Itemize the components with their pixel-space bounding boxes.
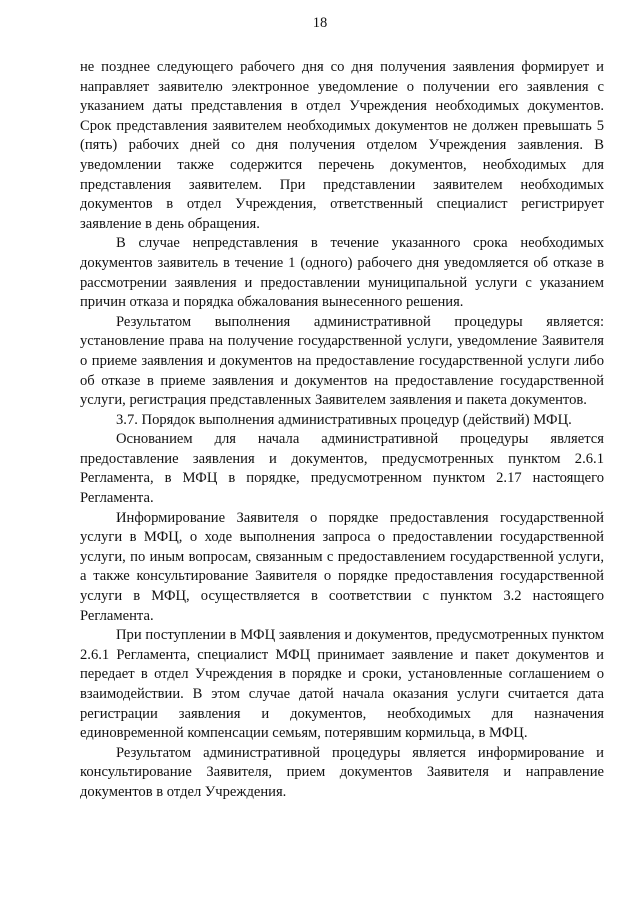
paragraph-informing: Информирование Заявителя о порядке предоставления государственной услуги в МФЦ, о ходе выполнения запроса о предоставлении государственной услуги, по иным вопросам, связанным с предоставлением государственной услуги, а также консультирование Заявителя о порядке предоставления государственной услуги в МФЦ, осуществляется в соответствии с пунктом 3.2 настоящего Регламента. <box>80 509 604 624</box>
page-number: 18 <box>312 15 328 31</box>
paragraph-refusal-notice: В случае непредставления в течение указанного срока необходимых документов заявитель в течение 1 (одного) рабочего дня уведомляется об отказе в рассмотрении заявления и предоставлении муниципальной услуги с указанием причин отказа и порядка обжалования вынесенного решения. <box>80 235 604 311</box>
paragraph-grounds: Основанием для начала административной процедуры является предоставление заявления и документов, предусмотренных пунктом 2.6.1 Регламента, в МФЦ в порядке, предусмотренном пунктом 2.17 настоящего Регламента. <box>80 431 604 507</box>
paragraph-mfc-receipt: При поступлении в МФЦ заявления и документов, предусмотренных пунктом 2.6.1 Регламента, специалист МФЦ принимает заявление и пакет документов и передает в отдел Учреждения в порядке и сроки, установленные соглашением о взаимодействии. В этом случае датой начала оказания услуги считается дата регистрации заявления и документов, необходимых для назначения единовременной компенсации семьям, потерявшим кормильца, в МФЦ. <box>80 627 604 742</box>
paragraph-procedure-result: Результатом выполнения административной процедуры является: установление права на получение государственной услуги, уведомление Заявителя о приеме заявления и документов на предоставление государственной услуги либо об отказе в приеме заявления и документов на предоставление государственной услуги, регистрация представленных Заявителем заявления и пакета документов. <box>80 313 604 409</box>
paragraph-mfc-result: Результатом административной процедуры является информирование и консультирование Заявителя, прием документов Заявителя и направление документов в отдел Учреждения. <box>80 744 604 800</box>
document-body <box>80 58 604 803</box>
section-heading-3-7: 3.7. Порядок выполнения административных процедур (действий) МФЦ. <box>116 411 572 428</box>
paragraph-continuation: не позднее следующего рабочего дня со дня получения заявления формирует и направляет заявителю электронное уведомление о получении его заявления с указанием даты представления в отдел Учреждения необходимых документов. Срок представления заявителем необходимых документов не должен превышать 5 (пять) рабочих дней со дня получения отделом Учреждения заявления. В уведомлении также содержится перечень документов, необходимых для представления заявителем. При представлении заявителем необходимых документов в отдел Учреждения, ответственный специалист регистрирует заявление в день обращения. <box>80 59 604 232</box>
